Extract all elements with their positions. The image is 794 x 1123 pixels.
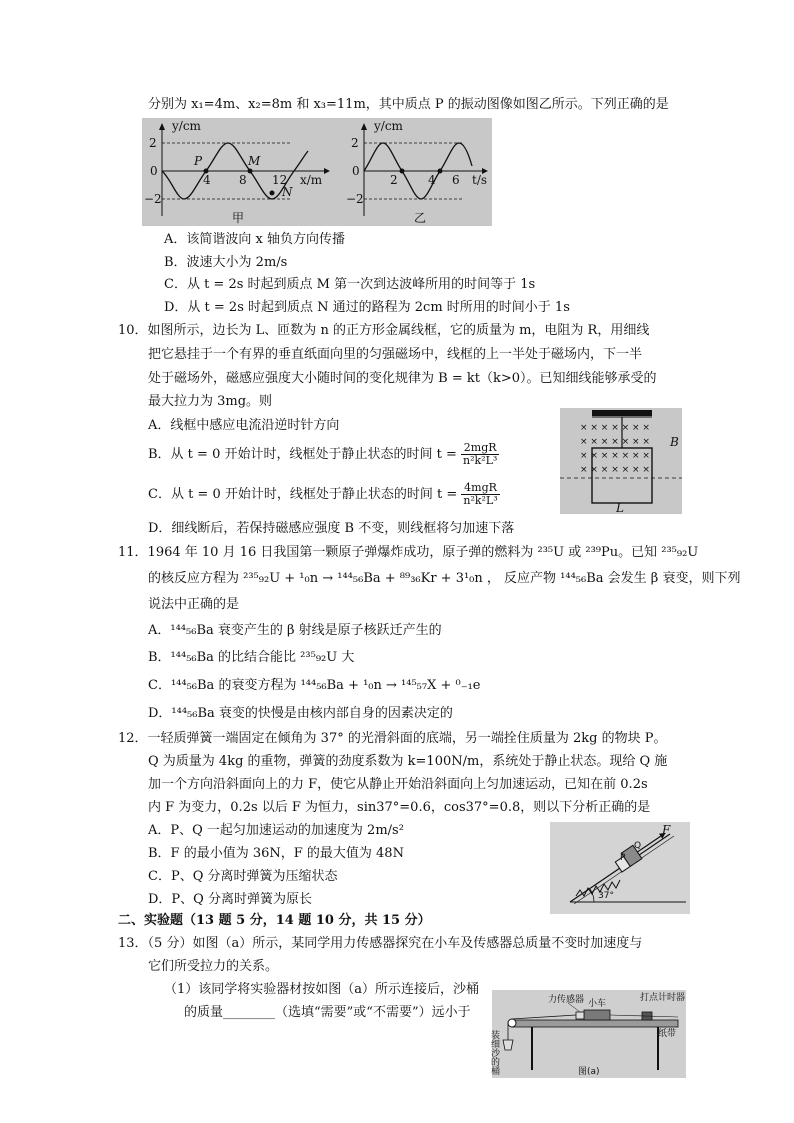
sensor-label: 力传感器 (548, 995, 585, 1005)
svg-text:× × × × × × ×: × × × × × × × (580, 465, 650, 475)
jia-ytick: 0 (150, 164, 158, 178)
q10-option-a: A．线框中感应电流沿逆时针方向 (148, 418, 340, 433)
q12-stem-line: 加一个方向沿斜面向上的力 F，使它从静止开始沿斜面向上匀加速运动，已知在前 0.2s (148, 777, 648, 792)
q11-stem-line: 11．1964 年 10 月 16 日我国第一颗原子弹爆炸成功，原子弹的燃料为 ²³⁵U 或 ²³⁹Pu。已知 ²³⁵₉₂U (118, 545, 699, 560)
q10-stem-line: 把它悬挂于一个有界的垂直纸面向里的匀强磁场中，线框的上一半处于磁场内，下一半 (148, 347, 643, 362)
jia-xtick: 8 (239, 173, 247, 187)
q10-option-b-text: B．从 t = 0 开始计时，线框处于静止状态的时间 t = (148, 447, 457, 462)
yi-xtick: 2 (390, 173, 398, 187)
block-q-label: Q (634, 841, 642, 851)
q12-stem-line: 12．一轻质弹簧一端固定在倾角为 37° 的光滑斜面的底端，另一端拴住质量为 2kg 的物块 P。 (118, 731, 667, 746)
wave-figures (142, 118, 492, 226)
yi-ytick: 2 (351, 136, 359, 150)
q13-stem-line: 13．（5 分）如图（a）所示，某同学用力传感器探究在小车及传感器总质量不变时加速度与 (118, 936, 643, 951)
jia-ytick: 2 (149, 136, 157, 150)
jia-xtick: 4 (203, 173, 211, 187)
yi-xtick: 6 (452, 173, 460, 187)
svg-text:× × × × × × ×: × × × × × × × (580, 423, 650, 433)
point-p-label: P (194, 154, 203, 168)
fraction-denominator: n²k²L³ (463, 494, 498, 507)
fraction-numerator: 2mgR (461, 442, 499, 455)
field-crosses (580, 423, 650, 475)
fraction-numerator: 4mgR (461, 482, 499, 495)
cart-label: 小车 (588, 999, 607, 1009)
q10-option-c-text: C．从 t = 0 开始计时，线框处于静止状态的时间 t = (148, 487, 458, 502)
yi-ytick: −2 (346, 192, 364, 206)
side-l-label: L (616, 501, 624, 515)
yi-ytick: 0 (352, 164, 360, 178)
q9-option-d: D．从 t = 2s 时起到质点 N 通过的路程为 2cm 时所用的时间小于 1s (164, 300, 570, 315)
timer-label: 打点计时器 (640, 993, 686, 1003)
q13-sub1-line: （1）该同学将实验器材按如图（a）所示连接后，沙桶 (164, 982, 480, 997)
q10-stem-line: 10．如图所示，边长为 L、匝数为 n 的正方形金属线框，它的质量为 m，电阻为 R，用细线 (118, 323, 650, 338)
q11-option-b: B．¹⁴⁴₅₆Ba 的比结合能比 ²³⁵₉₂U 大 (148, 650, 355, 665)
q13-stem-line: 它们所受拉力的关系。 (148, 959, 279, 974)
q10-option-c (148, 480, 500, 510)
q11-option-d: D．¹⁴⁴₅₆Ba 衰变的快慢是由核内部自身的因素决定的 (148, 706, 453, 721)
magnetic-field-figure (560, 408, 682, 514)
fraction-denominator: n²k²L³ (463, 454, 498, 467)
q10-option-d: D．细线断后，若保持磁感应强度 B 不变，则线框将匀加速下落 (148, 521, 515, 536)
field-b-label: B (670, 435, 679, 449)
bucket-label: 装细沙的桶 (489, 1030, 499, 1075)
q9-option-a: A．该简谐波向 x 轴负方向传播 (164, 232, 345, 247)
q12-option-c: C．P、Q 分离时弹簧为压缩状态 (148, 869, 338, 884)
jia-xtick: 12 (272, 173, 288, 187)
q10-option-b-fraction (461, 442, 499, 467)
q10-stem-line: 处于磁场外，磁感应强度大小随时间的变化规律为 B = kt（k>0）。已知细线能够承受的 (148, 371, 657, 386)
svg-text:× × × × × × ×: × × × × × × × (580, 451, 650, 461)
q10-option-b (148, 440, 499, 470)
q13-sub1-line: 的质量________（选填“需要”或“不需要”）远小于 (184, 1005, 471, 1020)
q11-option-c: C．¹⁴⁴₅₆Ba 的衰变方程为 ¹⁴⁴₅₆Ba + ¹₀n → ¹⁴⁵₅₇X + ⁰₋₁e (148, 678, 481, 693)
yi-ylabel: y/cm (374, 119, 403, 133)
figure-caption: 图(a) (578, 1067, 600, 1077)
q9-option-c: C．从 t = 2s 时起到质点 M 第一次到达波峰所用的时间等于 1s (164, 277, 536, 292)
intro-line: 分别为 x₁=4m、x₂=8m 和 x₃=11m，其中质点 P 的振动图像如图乙所示。下列正确的是 (148, 97, 669, 112)
q11-stem-line: 的核反应方程为 ²³⁵₉₂U + ¹₀n → ¹⁴⁴₅₆Ba + ⁸⁹₃₆Kr + 3¹₀n ， 反应产物 ¹⁴⁴₅₆Ba 会发生 β 衰变，则下列 (148, 571, 741, 586)
experiment-figure (489, 990, 686, 1078)
yi-caption: 乙 (414, 211, 427, 225)
block-p-label: P (620, 853, 626, 863)
figure-yi (346, 119, 488, 225)
q12-option-a: A．P、Q 一起匀加速运动的加速度为 2m/s² (148, 823, 404, 838)
yi-xlabel: t/s (472, 173, 488, 187)
yi-xtick: 4 (428, 173, 436, 187)
q10-option-c-fraction (461, 482, 499, 507)
q12-stem-line: Q 为质量为 4kg 的重物，弹簧的劲度系数为 k=100N/m，系统处于静止状态。现给 Q 施 (148, 754, 668, 769)
q12-stem-line: 内 F 为变力，0.2s 以后 F 为恒力，sin37°=0.6，cos37°=0.8，则以下分析正确的是 (148, 800, 651, 815)
jia-ytick: −2 (144, 192, 162, 206)
jia-caption: 甲 (232, 211, 245, 225)
jia-ylabel: y/cm (172, 119, 201, 133)
force-f-label: F (662, 823, 671, 837)
q11-option-a: A．¹⁴⁴₅₆Ba 衰变产生的 β 射线是原子核跃迁产生的 (148, 623, 442, 638)
q12-option-b: B．F 的最小值为 36N，F 的最大值为 48N (148, 846, 404, 861)
figure-jia (144, 119, 330, 225)
jia-xlabel: x/m (300, 173, 323, 187)
q9-option-b: B．波速大小为 2m/s (164, 255, 288, 270)
section-heading: 二、实验题（13 题 5 分，14 题 10 分，共 15 分） (118, 913, 431, 928)
svg-text:× × × × × × ×: × × × × × × × (580, 437, 650, 447)
point-n-label: N (282, 185, 293, 199)
tape-label: 纸带 (658, 1029, 677, 1039)
q12-option-d: D．P、Q 分离时弹簧为原长 (148, 892, 312, 907)
angle-label: 37° (598, 891, 614, 901)
q10-stem-line: 最大拉力为 3mg。则 (148, 394, 273, 409)
incline-figure (550, 822, 690, 914)
point-m-label: M (248, 154, 261, 168)
q11-stem-line: 说法中正确的是 (148, 597, 240, 612)
